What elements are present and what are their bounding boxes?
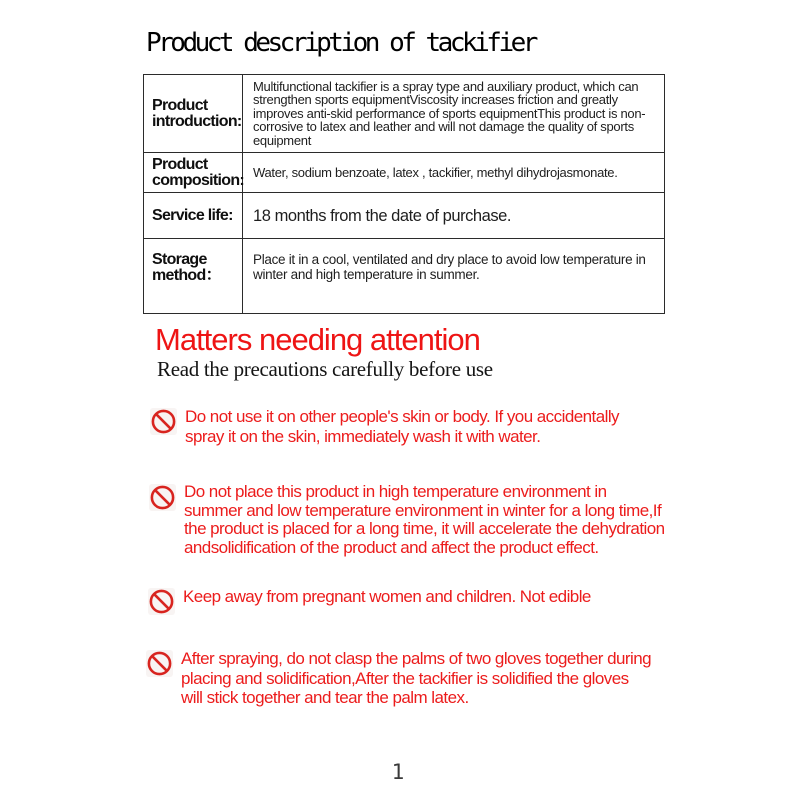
warning-item (149, 483, 665, 557)
warning-text: Do not use it on other people's skin or body. If you accidentally spray it on the skin, immediately wash it with water. (185, 407, 620, 446)
warning-text: After spraying, do not clasp the palms of two gloves together during placing and solidification,After the tackifier is solidified the gloves will stick together and tear the palm latex. (181, 649, 652, 707)
table-row (144, 153, 665, 193)
row-value-product-composition: Water, sodium benzoate, latex , tackifier, methyl dihydrojasmonate. (243, 153, 665, 193)
row-label-product-introduction: Product introduction: (144, 75, 243, 153)
warning-text: Keep away from pregnant women and children. Not edible (183, 587, 591, 606)
row-value-product-introduction: Multifunctional tackifier is a spray type and auxiliary product, which can strengthen sports equipmentViscosity increases friction and greatly improves anti-skid performance of sports equipmentThis product is non-corrosive to latex and leather and will not damage the quality of sports equipment (243, 75, 665, 153)
product-info-table (143, 74, 665, 314)
row-value-service-life: 18 months from the date of purchase. (243, 193, 665, 239)
warning-item (150, 407, 658, 446)
warning-item (146, 649, 654, 708)
table-row (144, 193, 665, 239)
prohibition-icon (146, 650, 173, 677)
page-number: 1 (391, 760, 405, 784)
prohibition-icon (150, 408, 177, 435)
warning-text: Do not place this product in high temperature environment in summer and low temperature environment in winter for a long time,If the product is placed for a long time, it will accelerate the dehydration andsolidification of the product and affect the product effect. (184, 482, 665, 557)
row-value-storage-method: Place it in a cool, ventilated and dry place to avoid low temperature in winter and high temperature in summer. (243, 239, 665, 314)
attention-subheading: Read the precautions carefully before use (157, 357, 493, 381)
row-label-product-composition: Product composition: (144, 153, 243, 193)
row-label-service-life: Service life: (144, 193, 243, 239)
prohibition-icon (149, 484, 176, 511)
attention-heading: Matters needing attention (155, 322, 480, 357)
warning-item (148, 587, 664, 615)
row-label-storage-method: Storage method： (144, 239, 243, 314)
table-row (144, 75, 665, 153)
table-row (144, 239, 665, 314)
page-title: Product description of tackifier (146, 28, 535, 58)
prohibition-icon (148, 588, 175, 615)
